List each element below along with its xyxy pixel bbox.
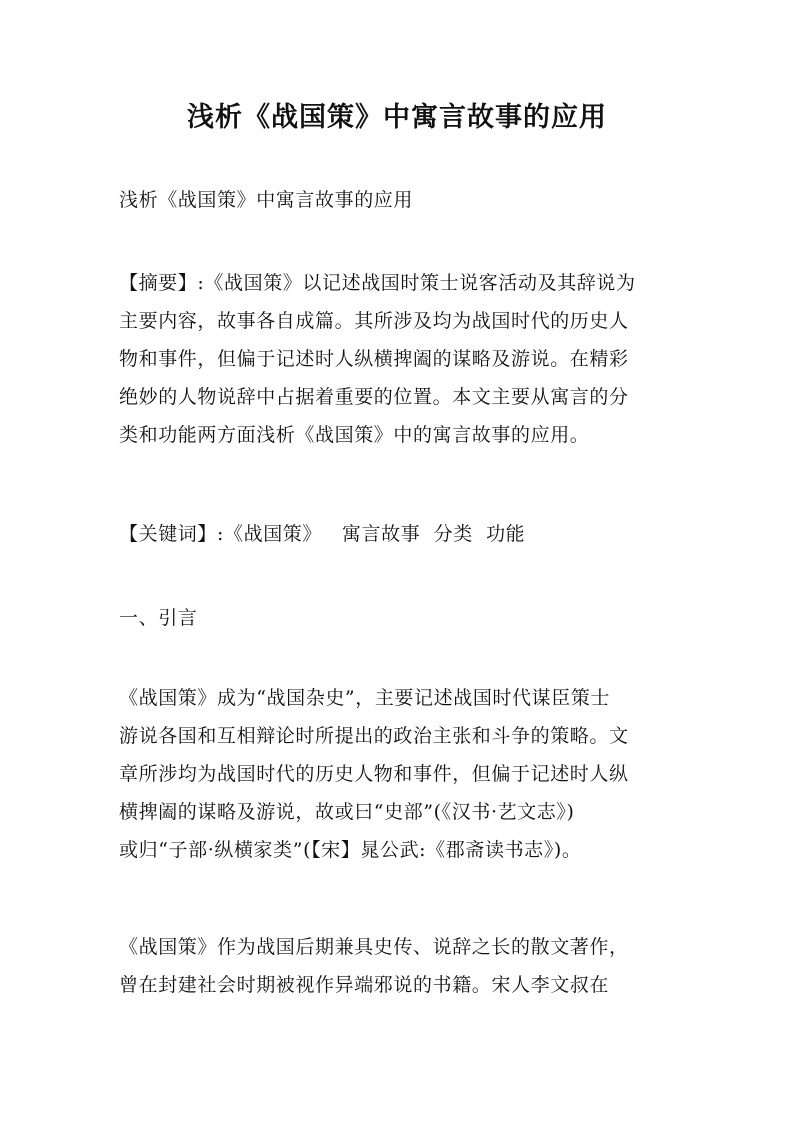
paragraph-line: 章所涉均为战国时代的历史人物和事件，但偏于记述时人纵: [119, 763, 629, 785]
section-1-heading: 一、引言: [119, 607, 198, 629]
abstract-line: 绝妙的人物说辞中占据着重要的位置。本文主要从寓言的分: [119, 386, 629, 408]
document-title: 浅析《战国策》中寓言故事的应用: [187, 102, 607, 133]
paragraph-line: 横捭阖的谋略及游说，故或曰“史部”(《汉书·艺文志》): [119, 801, 575, 823]
keywords-line: 【关键词】:《战国策》 寓言故事 分类 功能: [119, 523, 526, 545]
paragraph-line: 曾在封建社会时期被视作异端邪说的书籍。宋人李文叔在: [119, 974, 610, 996]
section-heading: [119, 599, 675, 637]
paragraph-line: 《战国策》成为“战国杂史”，主要记述战国时代谋臣策士: [119, 687, 611, 709]
subtitle-line: 浅析《战国策》中寓言故事的应用: [119, 189, 414, 211]
keywords-paragraph: [119, 515, 675, 553]
paragraph-line: 游说各国和互相辩论时所提出的政治主张和斗争的策略。文: [119, 725, 629, 747]
paragraph-line: 《战国策》作为战国后期兼具史传、说辞之长的散文著作，: [119, 936, 629, 958]
body-paragraph-1: [119, 679, 675, 869]
document-subtitle: [119, 181, 675, 219]
abstract-line: 主要内容，故事各自成篇。其所涉及均为战国时代的历史人: [119, 310, 629, 332]
body-paragraph-2: [119, 928, 675, 1004]
abstract-paragraph: [119, 264, 675, 454]
paragraph-line: 或归“子部·纵横家类”(【宋】晁公武:《郡斋读书志》)。: [119, 839, 582, 861]
abstract-line: 物和事件，但偏于记述时人纵横捭阖的谋略及游说。在精彩: [119, 348, 629, 370]
abstract-line: 类和功能两方面浅析《战国策》中的寓言故事的应用。: [119, 424, 590, 446]
abstract-line: 【摘要】:《战国策》以记述战国时策士说客活动及其辞说为: [119, 272, 636, 294]
